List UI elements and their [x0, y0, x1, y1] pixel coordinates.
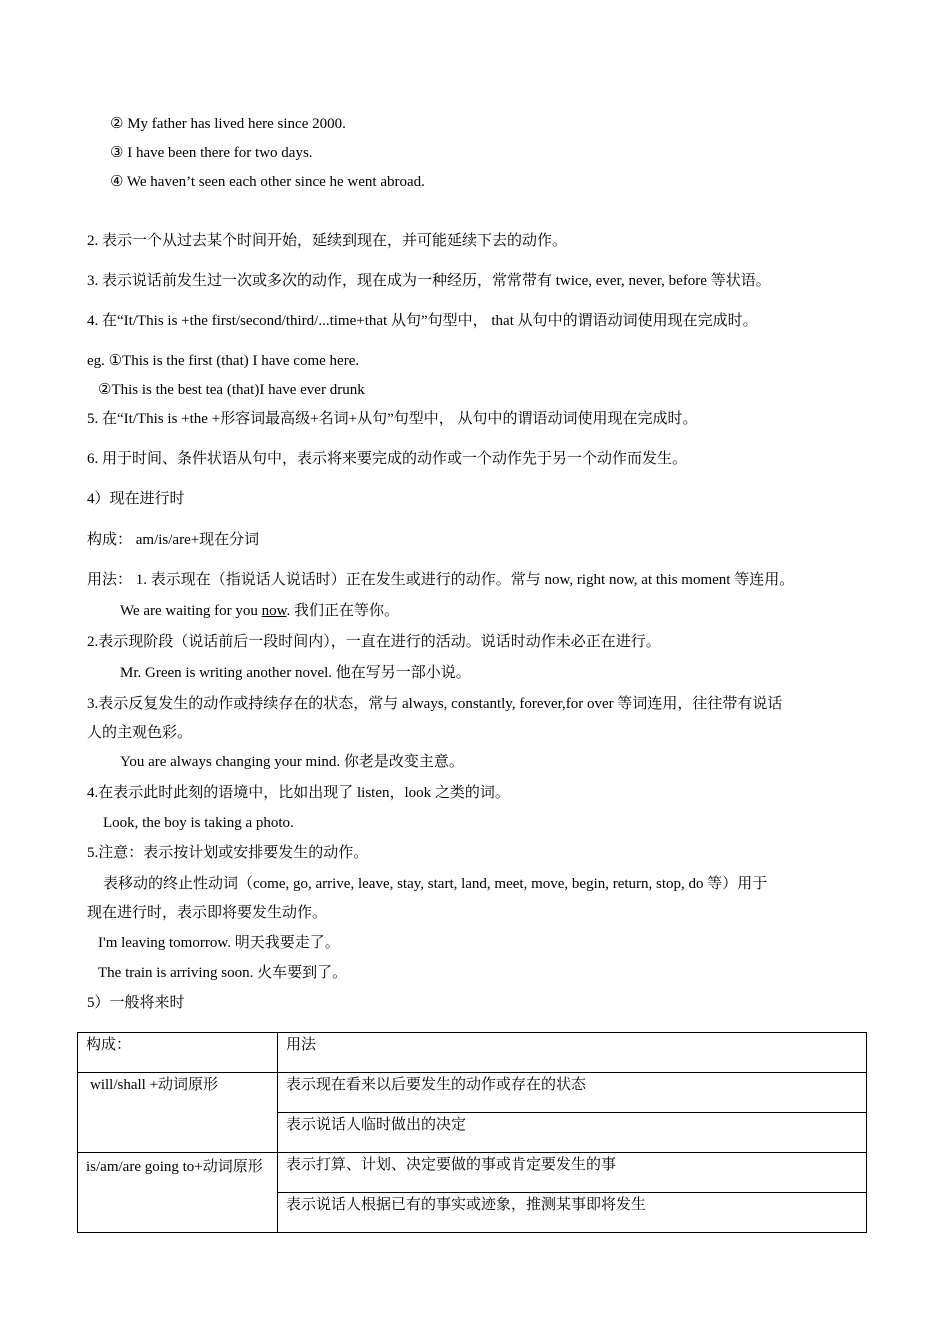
progressive-usage-1: 用法： 1. 表示现在（指说话人说话时）正在发生或进行的动作。常与 now, right now, at this moment 等连用。	[87, 572, 795, 588]
progressive-example-1	[120, 601, 399, 621]
perfect-example-2: ②This is the best tea (that)I have ever drunk	[98, 382, 365, 398]
table-cell-going-form: is/am/are going to+动词原形	[78, 1153, 278, 1233]
table-cell-going-use-1: 表示打算、计划、决定要做的事或肯定要发生的事	[278, 1153, 867, 1193]
progressive-usage-3-cont: 人的主观色彩。	[87, 725, 193, 741]
table-header-use: 用法	[278, 1033, 867, 1073]
underlined-now: now	[261, 603, 287, 619]
progressive-example-5a: I'm leaving tomorrow. 明天我要走了。	[98, 935, 340, 951]
progressive-form: 构成： am/is/are+现在分词	[87, 532, 260, 548]
perfect-usage-2: 2. 表示一个从过去某个时间开始，延续到现在，并可能延续下去的动作。	[87, 233, 568, 249]
perfect-usage-6: 6. 用于时间、条件状语从句中，表示将来要完成的动作或一个动作先于另一个动作而发生。	[87, 451, 688, 467]
table-cell-going-use-2: 表示说话人根据已有的事实或迹象，推测某事即将发生	[278, 1193, 867, 1233]
example-line-2: ② My father has lived here since 2000.	[110, 116, 346, 132]
table-cell-will-use-2: 表示说话人临时做出的决定	[278, 1113, 867, 1153]
table-row	[78, 1073, 867, 1113]
section-heading-progressive: 4）现在进行时	[87, 491, 185, 507]
table-header-form: 构成：	[78, 1033, 278, 1073]
section-heading-future: 5）一般将来时	[87, 995, 185, 1011]
table-cell-will-form: will/shall +动词原形	[78, 1073, 278, 1153]
example-text: We are waiting for you	[120, 603, 262, 619]
example-text-end: . 我们正在等你。	[286, 603, 400, 619]
perfect-example-1: eg. ①This is the first (that) I have come here.	[87, 353, 360, 369]
progressive-example-2: Mr. Green is writing another novel. 他在写另一部小说。	[120, 665, 471, 681]
table-row	[78, 1033, 867, 1073]
table-cell-will-use-1: 表示现在看来以后要发生的动作或存在的状态	[278, 1073, 867, 1113]
progressive-usage-2: 2.表示现阶段（说话前后一段时间内），一直在进行的活动。说话时动作未必正在进行。	[87, 634, 661, 650]
progressive-usage-3: 3.表示反复发生的动作或持续存在的状态，常与 always, constantly, forever,for over 等词连用，往往带有说话	[87, 696, 783, 712]
progressive-example-3: You are always changing your mind. 你老是改变主意。	[120, 754, 464, 770]
example-line-4: ④ We haven’t seen each other since he went abroad.	[110, 174, 425, 190]
future-tense-table	[77, 1032, 867, 1233]
progressive-example-4: Look, the boy is taking a photo.	[103, 815, 294, 831]
progressive-usage-4: 4.在表示此时此刻的语境中，比如出现了 listen，look 之类的词。	[87, 785, 510, 801]
table-row	[78, 1153, 867, 1193]
perfect-usage-3: 3. 表示说话前发生过一次或多次的动作，现在成为一种经历，常常带有 twice, ever, never, before 等状语。	[87, 273, 771, 289]
progressive-example-5b: The train is arriving soon. 火车要到了。	[98, 965, 348, 981]
progressive-usage-5-detail: 表移动的终止性动词（come, go, arrive, leave, stay, start, land, meet, move, begin, return, stop, do 等）用于	[103, 876, 768, 892]
example-line-3: ③ I have been there for two days.	[110, 145, 313, 161]
progressive-usage-5: 5.注意：表示按计划或安排要发生的动作。	[87, 845, 369, 861]
perfect-usage-5: 5. 在“It/This is +the +形容词最高级+名词+从句”句型中， 从句中的谓语动词使用现在完成时。	[87, 411, 698, 427]
perfect-usage-4: 4. 在“It/This is +the first/second/third/...time+that 从句”句型中， that 从句中的谓语动词使用现在完成时。	[87, 313, 758, 329]
progressive-usage-5-cont: 现在进行时，表示即将要发生动作。	[87, 905, 328, 921]
